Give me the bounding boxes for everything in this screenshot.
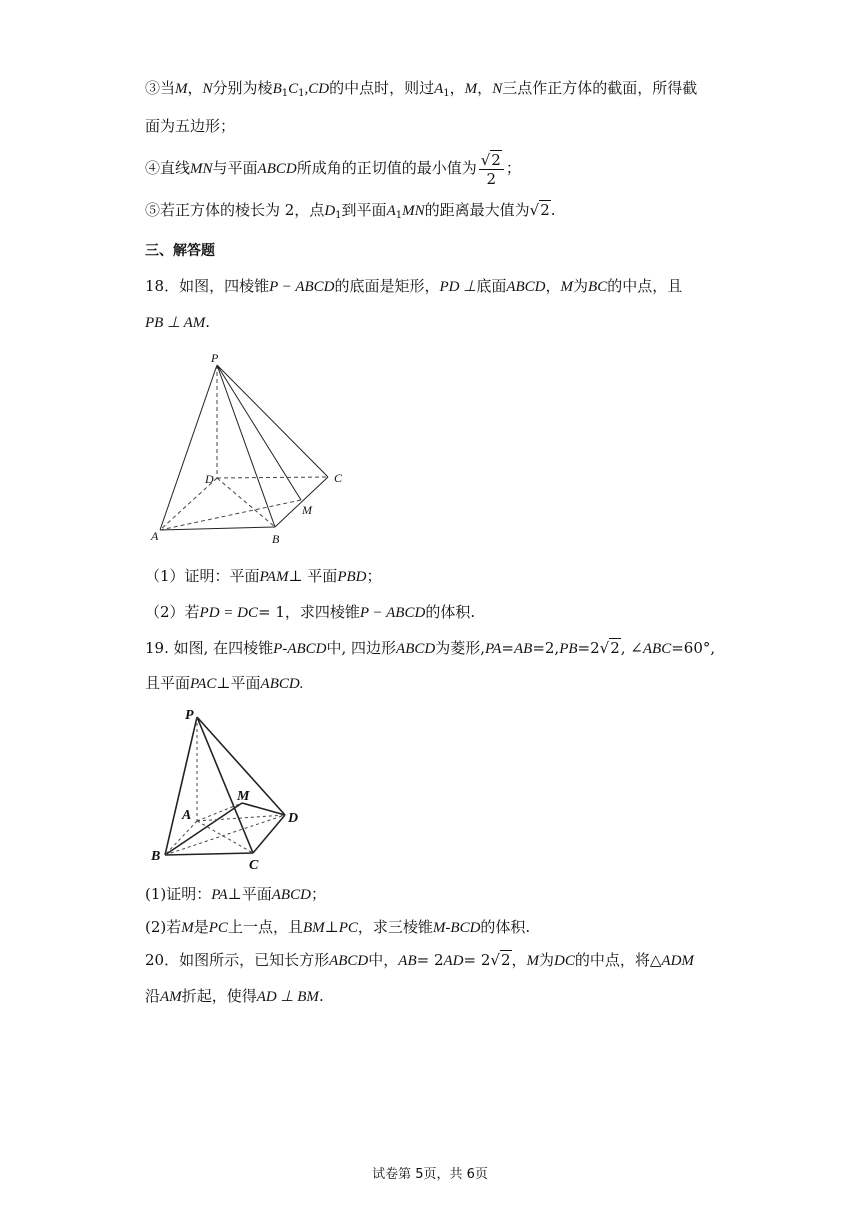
edge-bm <box>165 803 242 855</box>
q19-line1: 19. 如图, 在四棱锥P-ABCD中, 四边形ABCD为菱形,PA=AB=2,PB=2√2, ∠ABC=60°, <box>145 639 716 657</box>
q18-line1: 18．如图，四棱锥P − ABCD的底面是矩形，PD ⊥底面ABCD，M为BC的中点，且 <box>145 277 683 295</box>
q19-pyramid-figure <box>145 703 325 873</box>
edge-pc <box>197 717 253 853</box>
edge-pm <box>217 365 301 500</box>
edge-pb <box>165 717 197 855</box>
q17-item4: ④直线MN与平面ABCD所成角的正切值的最小值为 $\frac{√2}{2}$ ； <box>145 150 521 188</box>
q19-line2: 且平面PAC⊥平面ABCD. <box>145 674 304 692</box>
label-c: C <box>334 471 343 485</box>
label-p: P <box>185 708 194 723</box>
label-c: C <box>249 858 259 873</box>
label-d: D <box>205 472 214 486</box>
label-b: B <box>272 532 280 546</box>
edge-ac <box>197 821 253 853</box>
sqrt: √2 <box>490 951 511 969</box>
label-a: A <box>182 808 192 823</box>
label-b: B <box>151 849 161 864</box>
q18-line2: PB ⊥ AM. <box>145 313 211 331</box>
edge-bc <box>165 853 253 855</box>
q17-item5: ⑤若正方体的棱长为 2，点$D_1$到平面$A_1MN$的距离最大值为√2. <box>145 201 556 221</box>
q17-item3-line1: ③当M，N分别为棱$B_1C_1,CD$的中点时，则过$A_1$，M，N三点作正方体的截面，所得截 <box>145 79 698 99</box>
edge-bc <box>275 477 328 527</box>
edge-ab <box>160 527 275 530</box>
q19-sub1: (1)证明：PA⊥平面ABCD； <box>145 885 326 903</box>
label-p: P <box>211 351 219 365</box>
q18-sub2: （2）若PD = DC= 1，求四棱锥P − ABCD的体积. <box>145 603 476 621</box>
edge-am <box>160 500 301 530</box>
fraction: $\frac{√2}{2}$ <box>479 151 504 188</box>
section-heading: 三、解答题 <box>145 243 215 259</box>
q17-item3-line2: 面为五边形； <box>145 117 236 135</box>
q20-line2: 沿AM折起，使得AD ⊥ BM. <box>145 987 324 1005</box>
label-a: A <box>151 529 159 543</box>
label-d: D <box>288 811 299 826</box>
edge-dc <box>217 477 328 478</box>
q18-sub1: （1）证明：平面PAM⊥ 平面PBD； <box>145 567 382 585</box>
q20-line1: 20．如图所示，已知长方形ABCD中，AB= 2AD= 2√2，M为DC的中点，将△ADM <box>145 951 694 969</box>
label-m: M <box>237 789 250 804</box>
sqrt: √2 <box>529 201 550 219</box>
sqrt: √2 <box>599 639 620 657</box>
edge-pa <box>160 365 217 530</box>
page-footer: 试卷第 5页，共 6页 <box>372 1167 488 1182</box>
q18-pyramid-figure <box>145 350 365 550</box>
edge-ab <box>165 821 197 855</box>
q19-sub2: (2)若M是PC上一点，且BM⊥PC，求三棱锥M-BCD的体积. <box>145 918 531 936</box>
label-m: M <box>302 503 312 517</box>
edge-pc <box>217 365 328 477</box>
